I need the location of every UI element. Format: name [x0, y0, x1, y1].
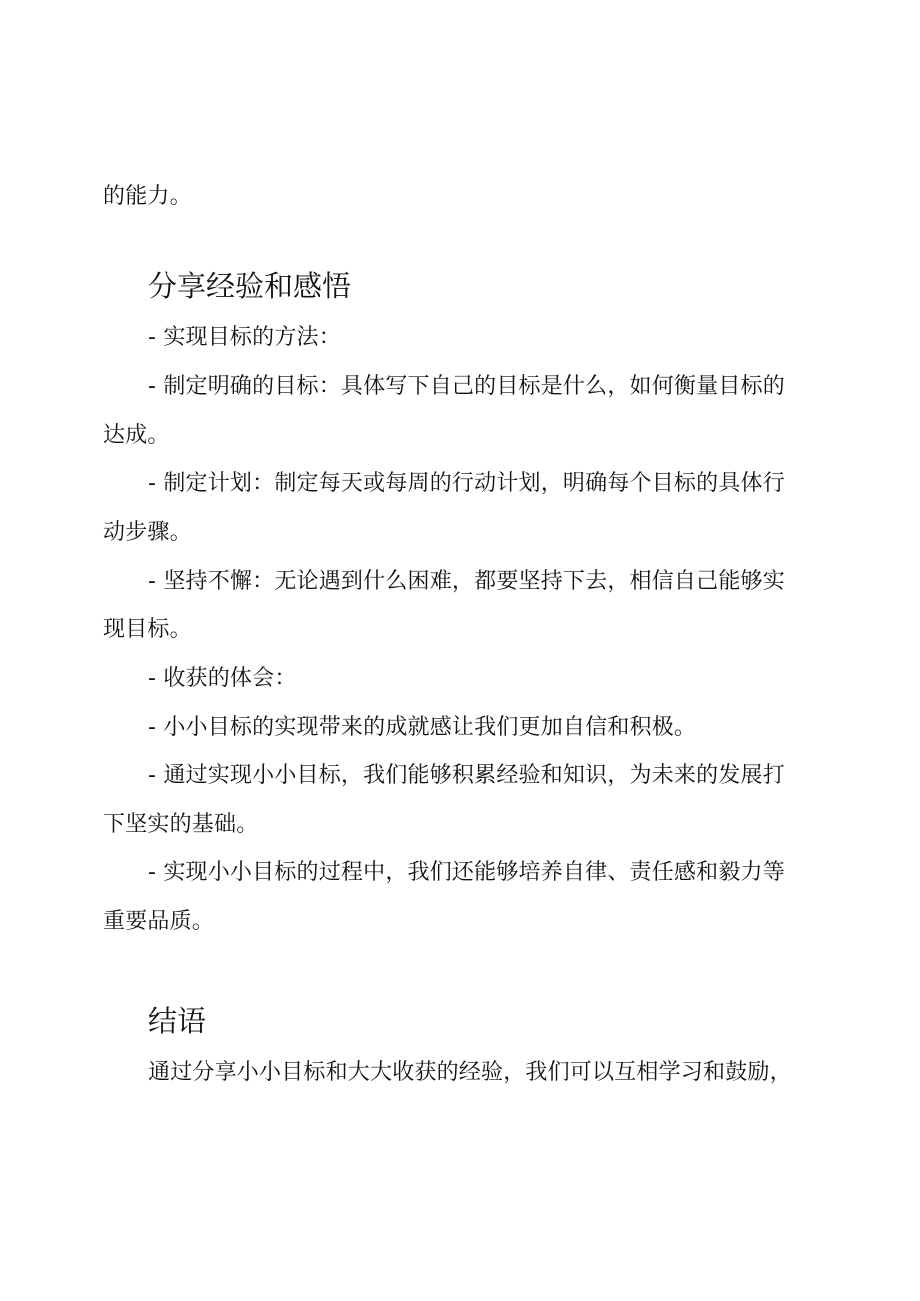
list-item-continuation: 达成。	[103, 423, 170, 448]
list-item: - 小小目标的实现带来的成就感让我们更加自信和积极。	[148, 715, 697, 740]
list-item: - 通过实现小小目标，我们能够积累经验和知识，为未来的发展打	[148, 763, 785, 788]
paragraph-line: 的能力。	[103, 184, 192, 209]
section-heading-experience: 分享经验和感悟	[148, 269, 352, 303]
section-heading-conclusion: 结语	[148, 1004, 207, 1038]
list-item: - 实现目标的方法：	[148, 325, 341, 350]
paragraph-line: 通过分享小小目标和大大收获的经验，我们可以互相学习和鼓励，	[148, 1060, 792, 1085]
list-item-continuation: 下坚实的基础。	[103, 812, 259, 837]
list-item: - 实现小小目标的过程中，我们还能够培养自律、责任感和毅力等	[148, 860, 785, 885]
list-item-continuation: 动步骤。	[103, 520, 192, 545]
list-item-continuation: 现目标。	[103, 617, 192, 642]
list-item: - 收获的体会：	[148, 666, 297, 691]
list-item: - 制定明确的目标：具体写下自己的目标是什么，如何衡量目标的	[148, 374, 785, 399]
list-item: - 制定计划：制定每天或每周的行动计划，明确每个目标的具体行	[148, 471, 785, 496]
list-item: - 坚持不懈：无论遇到什么困难，都要坚持下去，相信自己能够实	[148, 569, 785, 594]
list-item-continuation: 重要品质。	[103, 909, 215, 934]
